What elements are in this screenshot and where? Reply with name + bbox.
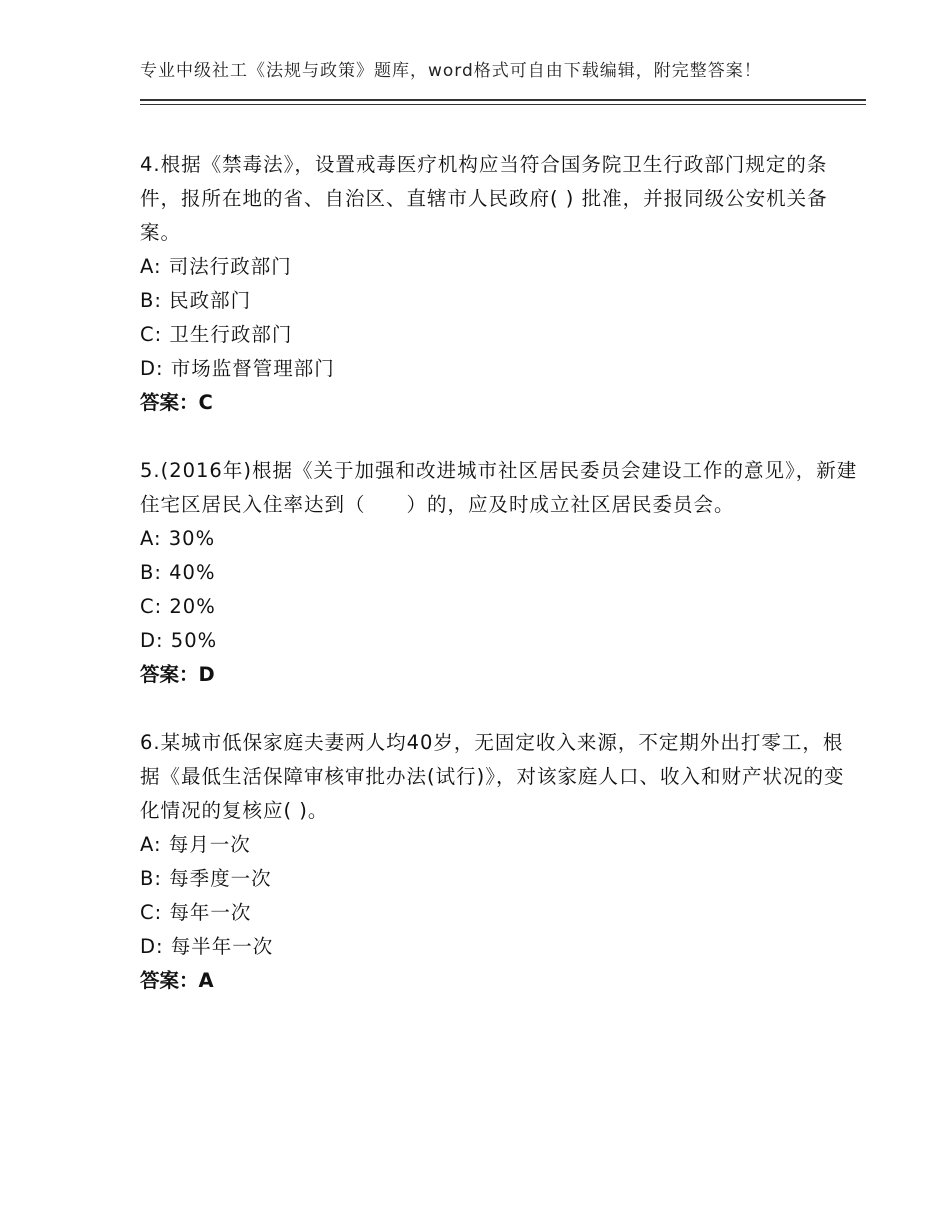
option-a: A: 每月一次: [140, 833, 251, 856]
option-c: C: 20%: [140, 595, 216, 618]
question-stem: 5.(2016年)根据《关于加强和改进城市社区居民委员会建设工作的意见》，新建住宅区居民入住率达到（ ）的，应及时成立社区居民委员会。: [140, 459, 858, 516]
option-c: C: 每年一次: [140, 901, 252, 924]
option-b: B: 40%: [140, 561, 216, 584]
question-item: [140, 726, 860, 998]
option-c: C: 卫生行政部门: [140, 323, 293, 346]
option-a: A: 司法行政部门: [140, 255, 292, 278]
question-list: [140, 148, 860, 1032]
answer-label: 答案：D: [140, 663, 215, 686]
option-d: D: 50%: [140, 629, 218, 652]
question-stem: 6.某城市低保家庭夫妻两人均40岁，无固定收入来源，不定期外出打零工，根据《最低生活保障审核审批办法(试行)》，对该家庭人口、收入和财产状况的变化情况的复核应( )。: [140, 731, 845, 822]
question-stem: 4.根据《禁毒法》，设置戒毒医疗机构应当符合国务院卫生行政部门规定的条件，报所在地的省、自治区、直辖市人民政府( ) 批准，并报同级公安机关备案。: [140, 153, 828, 244]
option-d: D: 每半年一次: [140, 935, 274, 958]
page-header-title: 专业中级社工《法规与政策》题库，word格式可自由下载编辑，附完整答案！: [140, 61, 762, 81]
question-item: [140, 148, 860, 420]
question-item: [140, 454, 860, 692]
option-b: B: 每季度一次: [140, 867, 272, 890]
header-rule-top: [140, 99, 866, 101]
header-rule-bottom: [140, 104, 866, 105]
option-b: B: 民政部门: [140, 289, 252, 312]
answer-label: 答案：C: [140, 391, 213, 414]
option-d: D: 市场监督管理部门: [140, 357, 335, 380]
answer-label: 答案：A: [140, 969, 214, 992]
option-a: A: 30%: [140, 527, 216, 550]
